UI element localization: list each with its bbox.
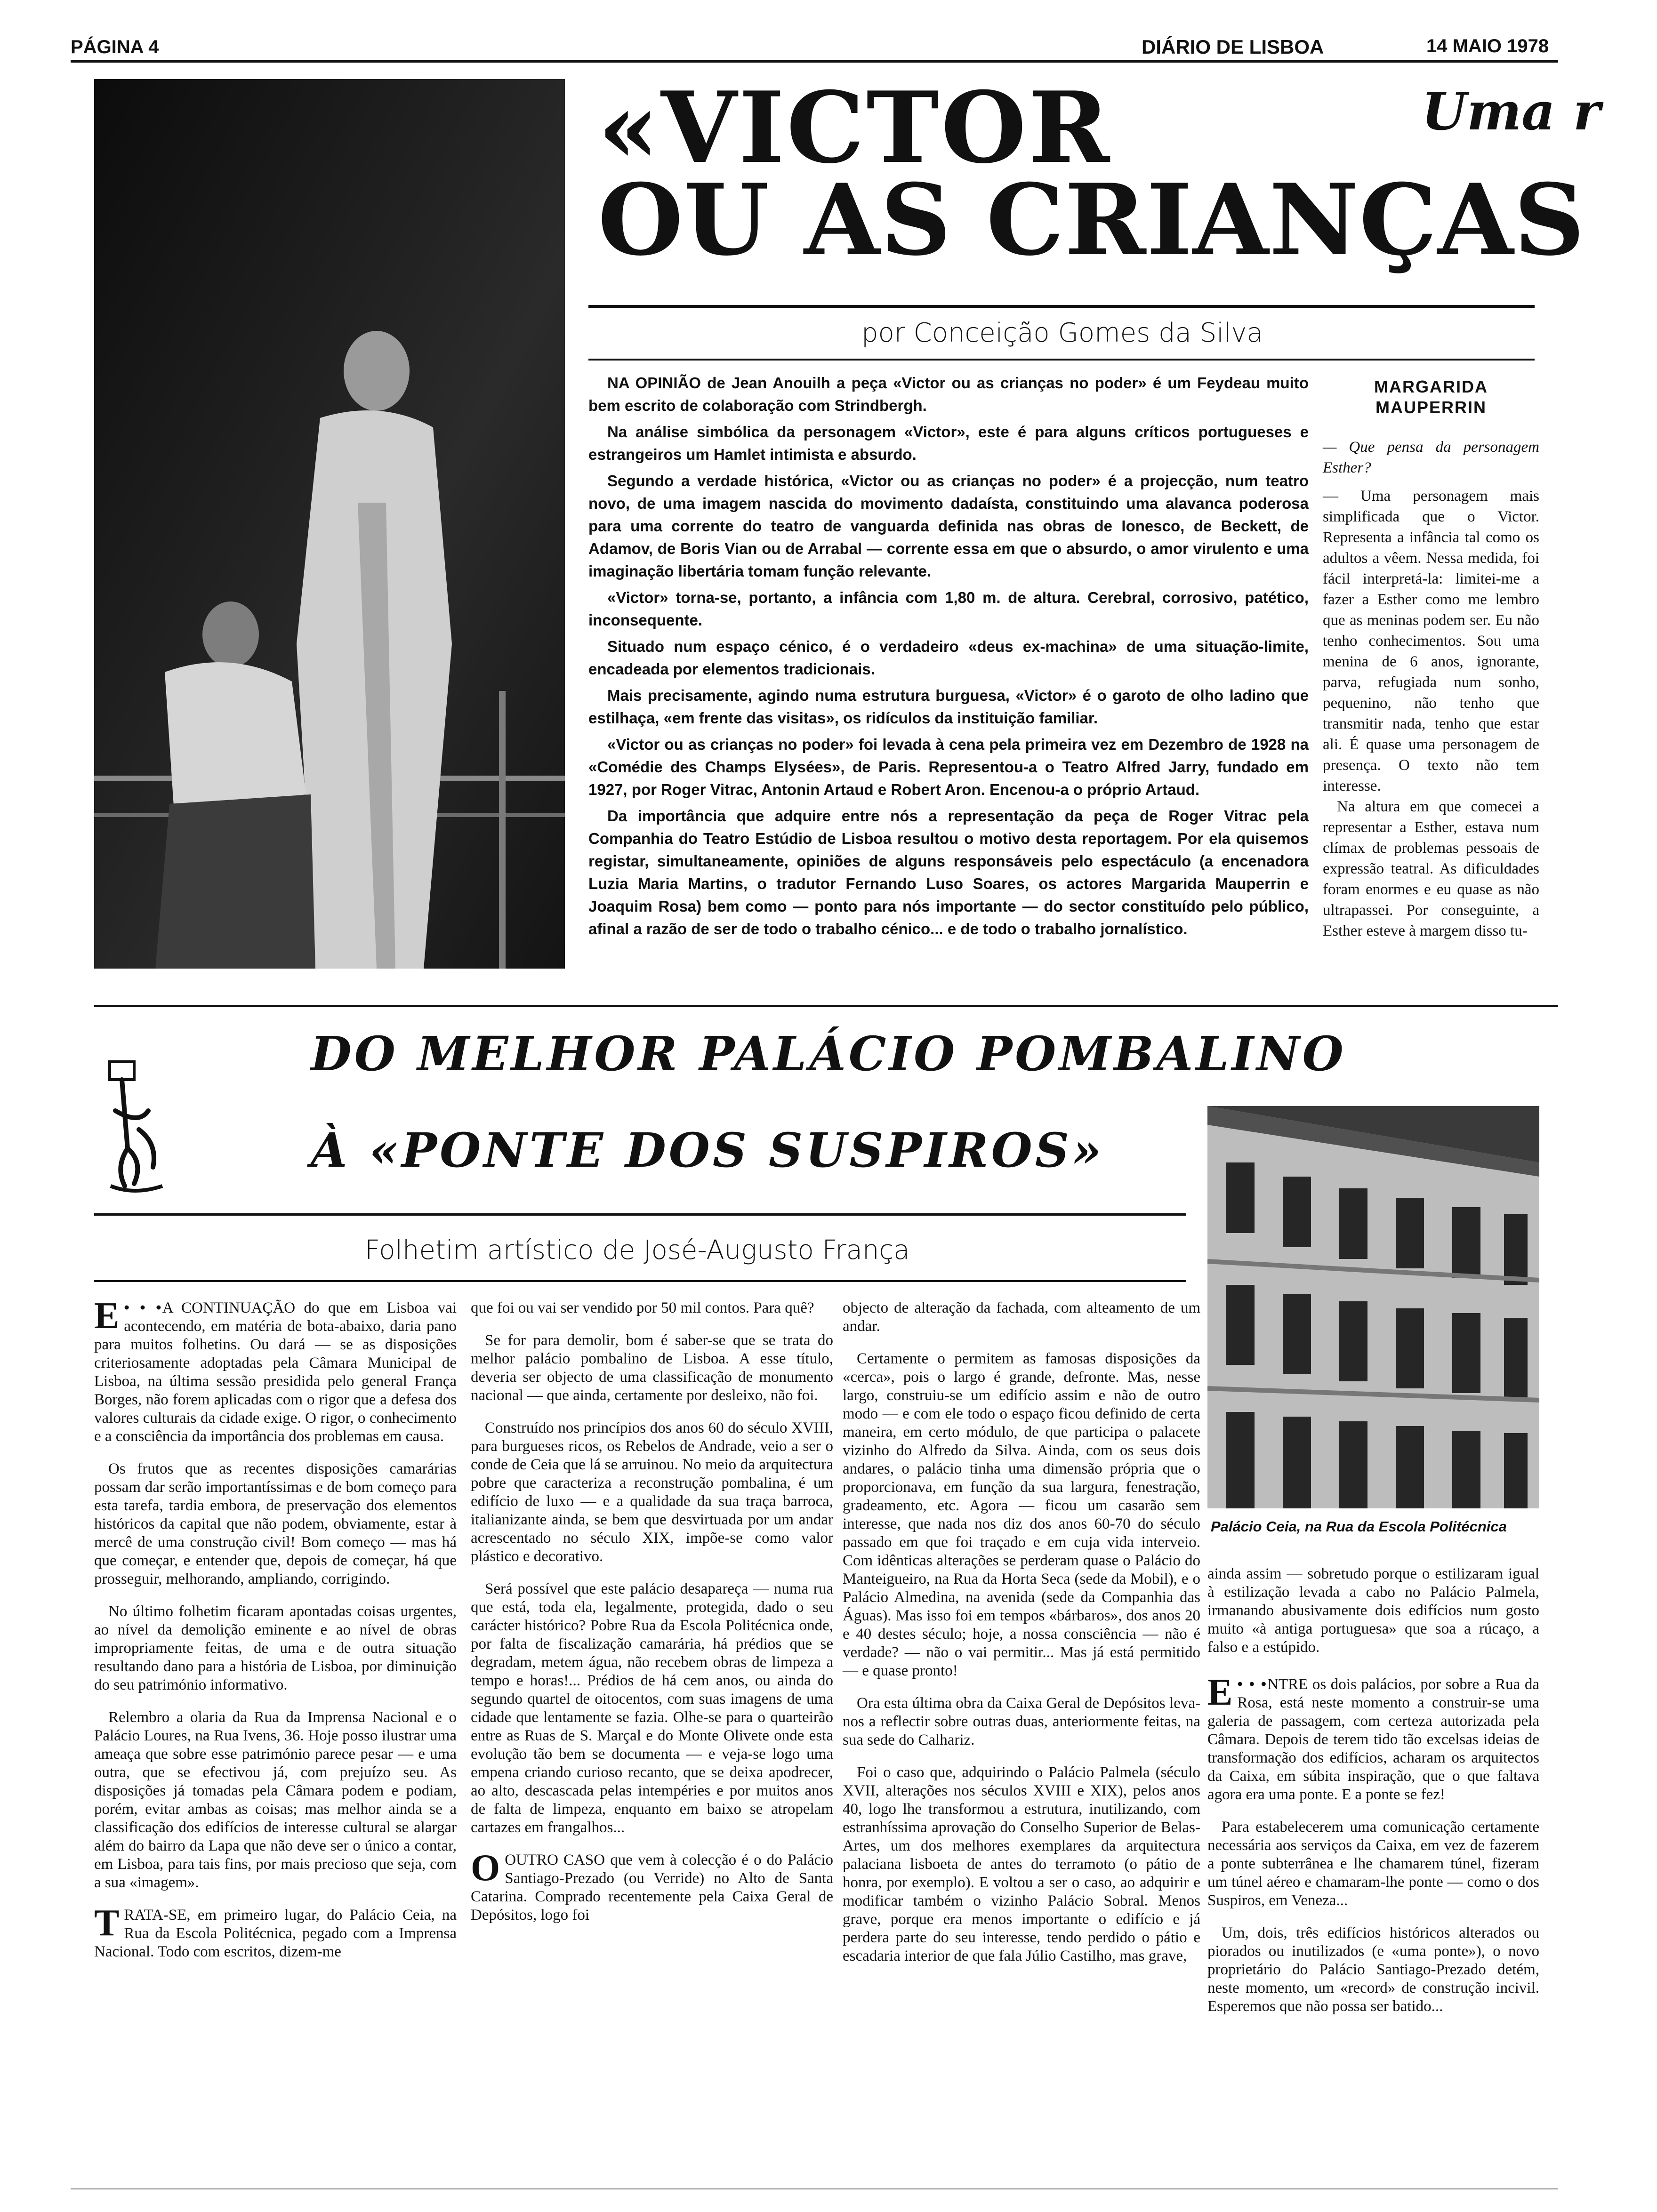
paragraph-marker: • • • — [1237, 1676, 1268, 1693]
column-paragraph: Foi o caso que, adquirindo o Palácio Palmela (século XVII, alterações nos séculos XVIII e XIX), pelos anos 40, logo lhe transformou a estrutura, inutilizando, com estranhíssima aprovação do Conselho Superior de Belas-Artes, um dos melhores exemplares da arquitectura palaciana lisboeta de antes do terramoto (o pátio de honra, por exemplo). E voltou a ser o caso, ao adquirir e modificar também o vizinho Palácio Sobral. Menos grave, porque era menos importante o edifício e já perdera parte do seu interesse, tendo perdido o pátio e escadaria interior de que fala Júlio Castilho, mas grave, — [843, 1764, 1200, 1964]
intro-paragraph: Mais precisamente, agindo numa estrutura burguesa, «Victor» é o garoto de olho ladino que estilhaça, «em frente das visitas», os ridículos da instituição familiar. — [588, 687, 1309, 727]
byline-rule — [588, 359, 1535, 361]
interview-answer: Na altura em que comecei a representar a Esther, estava num clímax de problemas pessoais de expressão teatral. As dificuldades foram enormes e eu quase as não ultrapassei. Por conseguinte, a Esther esteve à margem disso tu- — [1323, 798, 1539, 939]
column-paragraph: TRATA-SE, em primeiro lugar, do Palácio Ceia, na Rua da Escola Politécnica, pegado com a Imprensa Nacional. Todo com escritos, dizem-me — [94, 1902, 457, 1960]
palace-photo-caption: Palácio Ceia, na Rua da Escola Politécnica — [1211, 1518, 1507, 1535]
article-intro — [588, 372, 1309, 944]
column-paragraph: • • • E A CONTINUAÇÃO do que em Lisboa vai acontecendo, em matéria de bota-abaixo, daria pano para muitos folhetins. Ou dará — se as disposições criteriosamente adoptadas pela Câmara Municipal de Lisboa, na última sessão presidida pelo general França Borges, não forem aplicadas com o rigor que a defesa dos valores culturais da cidade exige. O rigor, o conhecimento e a consciência da importância dos problemas em causa. — [94, 1295, 457, 1445]
folhetim-title-line1: DO MELHOR PALÁCIO POMBALINO — [311, 1026, 1346, 1082]
issue-date: 14 MAIO 1978 — [1426, 36, 1549, 56]
palace-photo — [1207, 1106, 1539, 1508]
section-divider — [94, 1005, 1558, 1007]
intro-paragraph: Da importância que adquire entre nós a representação da peça de Roger Vitrac pela Companhia do Teatro Estúdio de Lisboa resultou o motivo desta reportagem. Por ela quisemos registar, simultaneamente, opiniões de alguns responsáveis pelo espectáculo (a encenadora Luzia Maria Martins, o tradutor Fernando Luso Soares, os actores Margarida Mauperrin e Joaquim Rosa) bem como — ponto para nós importante — do sector constituído pelo público, afinal a razão de ser de todo o trabalho cénico... e de todo o trabalho jornalístico. — [588, 807, 1309, 938]
newspaper-name: DIÁRIO DE LISBOA — [1142, 36, 1324, 58]
folhetim-column-2 — [471, 1299, 833, 1939]
column-paragraph: Certamente o permitem as famosas disposições da «cerca», pois o largo é grande, defronte. Mas, nesse largo, construiu-se um edifício assim e não de outro modo — e com ele todo o espaço ficou definido de certa maneira, em certo módulo, de que participa o palacete vizinho do Alfredo da Silva. Ainda, com os seus dois andares, o palácio tinha uma dimensão própria que o proporcionava, em função da sua largura, fenestração, gradeamento, etc. Agora — ficou um casarão sem interesse, que nada nos diz dos anos 60-70 do século passado em que foi traçado e em cuja vida interveio. Com idênticas alterações se perderam quase o Palácio do Manteigueiro, na Rua da Horta Seca (sede da Mobil), e o Palácio Almedina, na avenida (sede da Companhia das Águas). Mas isso foi em tempos «bárbaros», dos anos 20 e 40 destes século; hoje, a nossa consciência — não é verdade? — não o vai permitir... Mas já está permitido — e quase pronto! — [843, 1350, 1200, 1679]
article-title-line2: OU AS CRIANÇAS — [598, 163, 1585, 278]
column-paragraph: Para estabelecerem uma comunicação certamente necessária aos serviços da Caixa, em vez de fazerem a ponte subterrânea e lhe chamarem túnel, fizeram um túnel aéreo e chamaram-lhe ponte — como o dos Suspiros, em Veneza... — [1207, 1819, 1539, 1909]
article-byline: por Conceição Gomes da Silva — [861, 318, 1263, 348]
column-paragraph: OOUTRO CASO que vem à colecção é o do Palácio Santiago-Prezado (ou Verride) no Alto de Santa Catarina. Comprado recentemente pela Caixa Geral de Depósitos, logo foi — [471, 1847, 833, 1923]
intro-paragraph: «Victor ou as crianças no poder» foi levada à cena pela primeira vez em Dezembro de 1928 na «Comédie des Champs Elysées», de Paris. Representou-a o Teatro Alfred Jarry, fundado em 1927, por Roger Vitrac, Antonin Artaud e Robert Aron. Encenou-a o próprio Artaud. — [588, 736, 1309, 798]
drop-cap: E — [94, 1295, 120, 1337]
folhetim-byline-rule — [94, 1280, 1186, 1282]
folhetim-title-line2: À «PONTE DOS SUSPIROS» — [311, 1122, 1104, 1178]
article-title-line1: «VICTOR — [598, 71, 1112, 185]
paragraph-marker: • • • — [124, 1299, 162, 1316]
intro-paragraph: Situado num espaço cénico, é o verdadeiro «deus ex-machina» de uma situação-limite, encadeada por elementos tradicionais. — [588, 638, 1309, 678]
column-paragraph: ainda assim — sobretudo porque o estilizaram igual à estilização levada a cabo no Palácio Palmela, irmanando abusivamente dois edifícios num gosto muito «à antiga portuguesa» que soa a rúcaço, a falso e a estúpido. — [1207, 1565, 1539, 1656]
column-paragraph: Os frutos que as recentes disposições camarárias possam dar serão importantíssimas e de bom começo para esta tarefa, tardia embora, de preservação dos elementos históricos da capital que não podem, obviamente, estar à mercê de uma construção civil! Bom começo — mas há que começar, e entender que, depois de começar, há que prosseguir, melhorando, ampliando, corrigindo. — [94, 1460, 457, 1587]
interviewee-name: MARGARIDA MAUPERRIN — [1374, 377, 1488, 417]
column-paragraph: No último folhetim ficaram apontadas coisas urgentes, ao nível da demolição eminente e ao nível de obras impropriamente feitas, de uma e de outra situação resultando dano para a história de Lisboa, por diminuição do seu património informativo. — [94, 1603, 457, 1693]
column-paragraph: Relembro a olaria da Rua da Imprensa Nacional e o Palácio Loures, na Rua Ivens, 36. Hoje posso ilustrar uma ameaça que sobre esse património parece pesar — e uma outra, que se efectivou já, com prejuízo seu. As disposições já tomadas pela Câmara podem e podiam, porém, evitar ambas as coisas; mas melhor ainda se a classificação dos edifícios de interesse cultural se alargar além do bairro da Lapa que não deve ser o único a contar, em Lisboa, para tais fins, por mais precioso que seja, com a sua «imagem». — [94, 1709, 457, 1891]
theatre-photo — [94, 79, 565, 969]
column-paragraph: objecto de alteração da fachada, com alteamento de um andar. — [843, 1299, 1200, 1335]
title-rule — [588, 305, 1535, 308]
column-paragraph: Construído nos princípios dos anos 60 do século XVIII, para burgueses ricos, os Rebelos de Andrade, veio a ser o conde de Ceia que lá se arruinou. No meio da arquitectura pobre que caracteriza a reconstrução pombalina, é um edifício de luxo — e a qualidade da sua traça barroca, italianizante ainda, se bem que desvirtuada por um andar acrescentado no século XIX, impõe-se como valor plástico e decorativo. — [471, 1419, 833, 1565]
interview-answer: — Uma personagem mais simplificada que o Victor. Representa a infância tal como os adultos a vêem. Nessa medida, foi fácil interpretá-la: limitei-me a fazer a Esther como me lembro que as meninas podem ser. Eu não tenho conhecimentos. Sou uma menina de 6 anos, ignorante, parva, refugiada num sonho, pequenino, não tenho que transmitir nada, tenho que estar ali. É quase uma personagem de presença. O texto não tem interesse. — [1323, 488, 1539, 794]
column-paragraph: Será possível que este palácio desapareça — numa rua que está, toda ela, legalmente, protegida, dado o seu carácter histórico? Pobre Rua da Escola Politécnica onde, por falta de fiscalização camarária, há prédios que se degradam, metem água, não recebem obras de limpeza a tempo e horas!... Prédios de há cem anos, ou ainda do segundo quartel de oitocentos, com suas imagens de uma cidade que lentamente se fazia. Olhe-se para o quarteirão entre as Ruas de S. Marçal e do Monte Olivete onde esta evolução tão bem se documenta — e veja-se logo uma empena criando curioso recanto, que se deixa apodrecer, ao alto, descascada pelas intempéries e por muitos anos de falta de limpeza, enquanto em baixo se atropelam cartazes em frangalhos... — [471, 1580, 833, 1836]
column-paragraph: Ora esta última obra da Caixa Geral de Depósitos leva-nos a reflectir sobre outras duas, anteriormente feitas, na sua sede do Calhariz. — [843, 1695, 1200, 1748]
intro-paragraph: NA OPINIÃO de Jean Anouilh a peça «Victor ou as crianças no poder» é um Feydeau muito bem escrito de colaboração com Strindbergh. — [588, 374, 1309, 414]
folhetim-emblem — [97, 1054, 177, 1195]
drop-cap: O — [471, 1847, 500, 1889]
drop-cap: T — [94, 1902, 120, 1944]
folhetim-byline: Folhetim artístico de José-Augusto França — [365, 1235, 910, 1266]
column-paragraph: Se for para demolir, bom é saber-se que se trata do melhor palácio pombalino de Lisboa. A esse título, deveria ser objecto de uma classificação de monumento nacional — que ainda, certamente por desleixo, não foi. — [471, 1332, 833, 1404]
interview-question: — Que pensa da personagem Esther? — [1323, 439, 1539, 476]
intro-paragraph: «Victor» torna-se, portanto, a infância com 1,80 m. de altura. Cerebral, corrosivo, patético, inconsequente. — [588, 589, 1309, 629]
folhetim-column-4 — [1207, 1565, 1539, 2030]
intro-paragraph: Segundo a verdade histórica, «Victor ou as crianças no poder» é a projecção, num teatro novo, de uma imagem nascida do movimento dadaísta, constituindo uma alavanca poderosa para uma corrente do teatro de vanguarda definida nas obras de Ionesco, de Beckett, de Adamov, de Boris Vian ou de Arrabal — corrente essa em que o absurdo, o amor virulento e uma imaginação libertária tomam função relevante. — [588, 472, 1309, 580]
column-paragraph: que foi ou vai ser vendido por 50 mil contos. Para quê? — [471, 1299, 814, 1316]
intro-paragraph: Na análise simbólica da personagem «Victor», este é para alguns críticos portugueses e estrangeiros um Hamlet intimista e absurdo. — [588, 423, 1309, 463]
interview-column — [1323, 377, 1539, 941]
folhetim-title-rule — [94, 1213, 1186, 1216]
next-column-title-fragment: Uma r — [1422, 81, 1601, 142]
column-paragraph: • • • E NTRE os dois palácios, por sobre a Rua da Rosa, está neste momento a construir-se uma galeria de passagem, com certeza autorizada pela Câmara. Depois de terem tido tão excelsas ideias de transformação dos edifícios, acharam os arquitectos da Caixa, em súbita inspiração, que o que faltava agora era uma ponte. E a ponte se fez! — [1207, 1672, 1539, 1803]
folhetim-column-3 — [843, 1299, 1200, 1980]
folhetim-column-1 — [94, 1295, 457, 1975]
masthead-rule — [71, 60, 1558, 63]
drop-cap: E — [1207, 1672, 1233, 1713]
column-paragraph: Um, dois, três edifícios históricos alterados ou piorados ou inutilizados (e «uma ponte»), o novo proprietário do Palácio Santiago-Prezado detém, neste momento, um «record» de construção incivil. Esperemos que não possa ser batido... — [1207, 1924, 1539, 2015]
page-number: PÁGINA 4 — [71, 37, 159, 57]
page-bottom-rule — [71, 2188, 1558, 2189]
